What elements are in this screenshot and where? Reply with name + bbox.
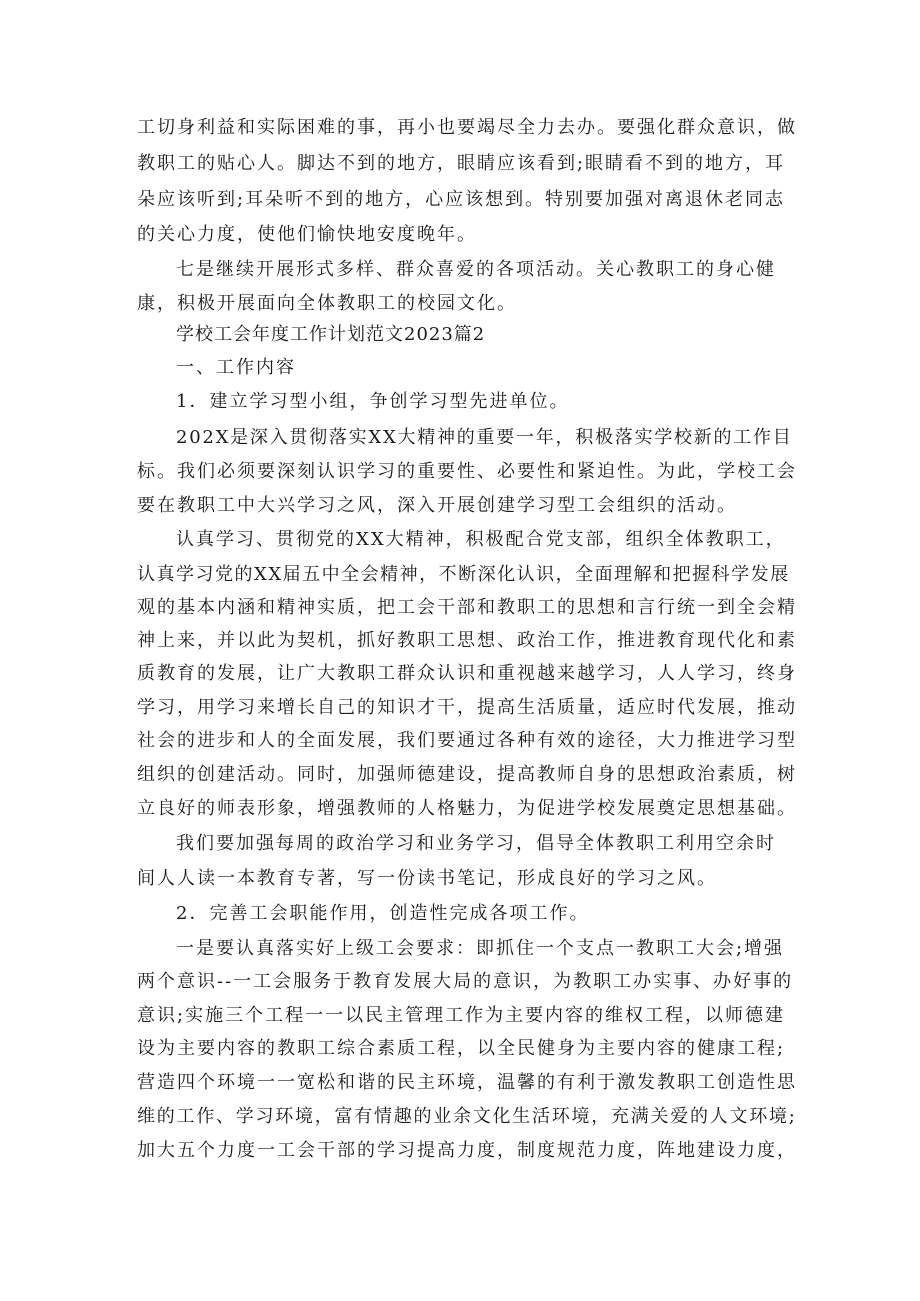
text-line: 202X是深入贯彻落实XX大精神的重要一年，积极落实学校新的工作目 [176, 427, 793, 448]
text-line: 间人人读一本教育专著，写一份读书笔记，形成良好的学习之风。 [137, 868, 717, 889]
text-line: 设为主要内容的教职工综合素质工程，以全民健身为主要内容的健康工程; [137, 1038, 786, 1059]
text-line: 要在教职工中大兴学习之风，深入开展创建学习型工会组织的活动。 [137, 495, 737, 516]
text-line: 两个意识--一工会服务于教育发展大局的意识，为教职工办实事、办好事的 [137, 971, 794, 992]
text-line: 营造四个环境一一宽松和谐的民主环境，温馨的有利于激发教职工创造性思 [137, 1072, 797, 1093]
numbered-heading: 1．建立学习型小组，争创学习型先进单位。 [176, 391, 570, 412]
text-line: 七是继续开展形式多样、群众喜爱的各项活动。关心教职工的身心健 [176, 259, 776, 280]
numbered-heading: 2．完善工会职能作用，创造性完成各项工作。 [176, 903, 590, 924]
text-line: 学习，用学习来增长自己的知识才干，提高生活质量，适应时代发展，推动 [137, 697, 797, 718]
text-line: 质教育的发展，让广大教职工群众认识和重视越来越学习，人人学习，终身 [137, 663, 797, 684]
text-line: 我们要加强每周的政治学习和业务学习，倡导全体教职工利用空余时 [176, 833, 776, 854]
text-line: 意识;实施三个工程一一以民主管理工作为主要内容的维权工程，以师德建 [137, 1005, 786, 1026]
text-line: 工切身利益和实际困难的事，再小也要竭尽全力去办。要强化群众意识，做 [137, 117, 797, 138]
text-line: 加大五个力度一工会干部的学习提高力度，制度规范力度，阵地建设力度， [137, 1140, 797, 1161]
text-line: 观的基本内涵和精神实质，把工会干部和教职工的思想和言行统一到全会精 [137, 597, 797, 618]
text-line: 认真学习党的XX届五中全会精神，不断深化认识，全面理解和把握科学发展 [137, 564, 790, 585]
text-line: 标。我们必须要深刻认识学习的重要性、必要性和紧迫性。为此，学校工会 [137, 461, 797, 482]
text-line: 组织的创建活动。同时，加强师德建设，提高教师自身的思想政治素质，树 [137, 764, 797, 785]
text-line: 教职工的贴心人。脚达不到的地方，眼睛应该看到;眼睛看不到的地方，耳 [137, 153, 786, 174]
text-line: 立良好的师表形象，增强教师的人格魅力，为促进学校发展奠定思想基础。 [137, 798, 797, 819]
text-line: 康，积极开展面向全体教职工的校园文化。 [137, 293, 517, 314]
text-line: 朵应该听到;耳朵听不到的地方，心应该想到。特别要加强对离退休老同志 [137, 189, 786, 210]
text-line: 一是要认真落实好上级工会要求：即抓住一个支点一教职工大会;增强 [176, 938, 785, 959]
section-title: 学校工会年度工作计划范文2023篇2 [176, 324, 486, 345]
section-heading: 一、工作内容 [176, 357, 296, 378]
text-line: 神上来，并以此为契机，抓好教职工思想、政治工作，推进教育现代化和素 [137, 630, 797, 651]
text-line: 社会的进步和人的全面发展，我们要通过各种有效的途径，大力推进学习型 [137, 730, 797, 751]
text-line: 认真学习、贯彻党的XX大精神，积极配合党支部，组织全体教职工， [176, 529, 786, 550]
text-line: 的关心力度，使他们愉快地安度晚年。 [137, 224, 477, 245]
text-line: 维的工作、学习环境，富有情趣的业余文化生活环境，充满关爱的人文环境; [137, 1106, 797, 1127]
